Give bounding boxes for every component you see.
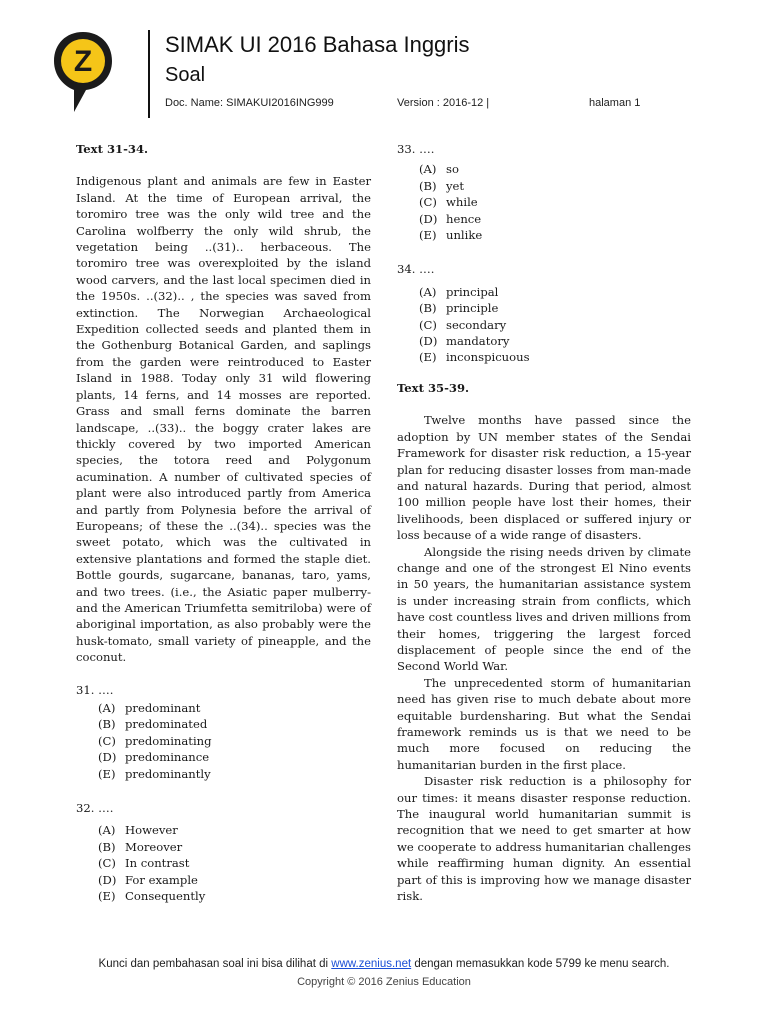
passage-35-39-paragraph-2: Alongside the rising needs driven by climate change and one of the strongest El Nino events in 50 years, the humanitarian assistance system is under increasing strain from conflicts, which have cost countless lives and driven millions from their homes, triggering the largest forced displacement of people since the end of the Second World War. — [397, 544, 691, 674]
option-34-b[interactable]: (B) principle — [419, 301, 499, 316]
option-32-c[interactable]: (C) In contrast — [98, 856, 190, 871]
passage-31-34: Indigenous plant and animals are few in Easter Island. At the time of European arrival, the toromiro tree was the only wild tree and the Carolina wolfberry the only wild shrub, the vegetation being ..(31).. herbaceous. The toromiro tree was overexploited by the island wood carvers, and the last local specimen died in the 1950s. ..(32).. , the species was saved from extinction. The Norwegian Archaeological Expedition collected seeds and planted them in the Gothenburg Botanical Garden, and saplings from the garden were reintroduced to Easter Island in 1988. Today only 31 wild flowering plants, 14 ferns, and 14 mosses are reported. Grass and small ferns dominate the barren landscape, ..(33).. the boggy crater lakes are thickly covered by two imported American species, the totora reed and Polygonum acumination. A number of cultivated species of plant were also introduced partly from America and partly from Polynesia before the arrival of Europeans; of these the ..(34).. species was the sweet potato, which was the cultivated in extensive plantations and formed the staple diet. Bottle gourds, sugarcane, bananas, taro, yams, and two trees. (i.e., the Asiatic paper mulberry- and the American Triumfetta semitriloba) were of aboriginal importation, as also probably were the husk-tomato, small variety of pineapple, and the coconut. — [76, 174, 371, 665]
question-31-number: 31. …. — [76, 682, 114, 697]
option-34-a[interactable]: (A) principal — [419, 284, 499, 299]
header-divider — [148, 30, 150, 118]
footer-instructions — [0, 958, 768, 970]
question-33-options — [419, 161, 691, 243]
option-32-b[interactable]: (B) Moreover — [98, 839, 183, 854]
option-34-d[interactable]: (D) mandatory — [419, 334, 510, 349]
passage-35-39-paragraph-3: The unprecedented storm of humanitarian need has given rise to much debate about more equitable burdensharing. But what the Sendai framework reminds us is that we need to be much more focused on reducing the humanitarian burden in the first place. — [397, 675, 691, 772]
option-31-b[interactable]: (B) predominated — [98, 717, 208, 732]
option-31-a[interactable]: (A) predominant — [98, 701, 201, 715]
text-35-39-heading: Text 35-39. — [397, 380, 470, 395]
option-32-a[interactable]: (A) However — [98, 823, 178, 838]
option-34-e[interactable]: (E) inconspicuous — [419, 350, 530, 365]
zenius-link[interactable]: www.zenius.net — [331, 958, 412, 970]
passage-35-39-paragraph-4: Disaster risk reduction is a philosophy for our times: it means disaster response reduction. The inaugural world humanitarian summit is recognition that we need to get smarter at how we cooperate to address humanitarian challenges while reaffirming human dignity. An essential part of this is improving how we manage disaster risk. — [397, 774, 691, 904]
right-column — [397, 141, 691, 904]
doc-title: SIMAK UI 2016 Bahasa Inggris — [165, 32, 470, 57]
passage-35-39-paragraph-1: Twelve months have passed since the adoption by UN member states of the Sendai Framework for disaster risk reduction, a 15-year plan for reducing disaster losses from man-made and natural hazards. During that period, almost 100 million people have lost their homes, their livelihoods, been displaced or suffered injury or loss because of a wide range of disasters. — [397, 413, 691, 543]
option-33-e[interactable]: (E) unlike — [419, 228, 483, 243]
doc-subtitle: Soal — [165, 64, 206, 86]
zenius-logo — [52, 30, 114, 114]
question-32-options — [98, 822, 371, 904]
doc-name: Doc. Name: SIMAKUI2016ING999 — [165, 97, 334, 109]
question-33-number: 33. …. — [397, 142, 435, 156]
copyright: Copyright © 2016 Zenius Education — [297, 976, 471, 988]
doc-version: Version : 2016-12 | — [397, 97, 490, 109]
logo-letter: Z — [73, 45, 93, 78]
question-34-number: 34. …. — [397, 262, 435, 277]
footer-text-before: Kunci dan pembahasan soal ini bisa dilihat di — [98, 958, 329, 970]
option-33-a[interactable]: (A) so — [419, 162, 459, 177]
option-33-d[interactable]: (D) hence — [419, 211, 482, 226]
question-31-options — [98, 700, 371, 782]
option-32-e[interactable]: (E) Consequently — [98, 889, 206, 904]
question-32-number: 32. …. — [76, 801, 114, 816]
option-33-c[interactable]: (C) while — [419, 195, 478, 210]
option-31-d[interactable]: (D) predominance — [98, 750, 210, 765]
option-31-c[interactable]: (C) predominating — [98, 733, 212, 748]
left-column — [76, 141, 371, 904]
text-31-34-heading: Text 31-34. — [76, 142, 149, 156]
option-33-b[interactable]: (B) yet — [419, 178, 465, 193]
question-34-options — [419, 284, 691, 366]
option-31-e[interactable]: (E) predominantly — [98, 766, 211, 781]
option-34-c[interactable]: (C) secondary — [419, 317, 507, 332]
option-32-d[interactable]: (D) For example — [98, 872, 198, 887]
footer-text-after: dengan memasukkan kode 5799 ke menu search. — [414, 958, 670, 970]
page-number: halaman 1 — [589, 97, 641, 109]
